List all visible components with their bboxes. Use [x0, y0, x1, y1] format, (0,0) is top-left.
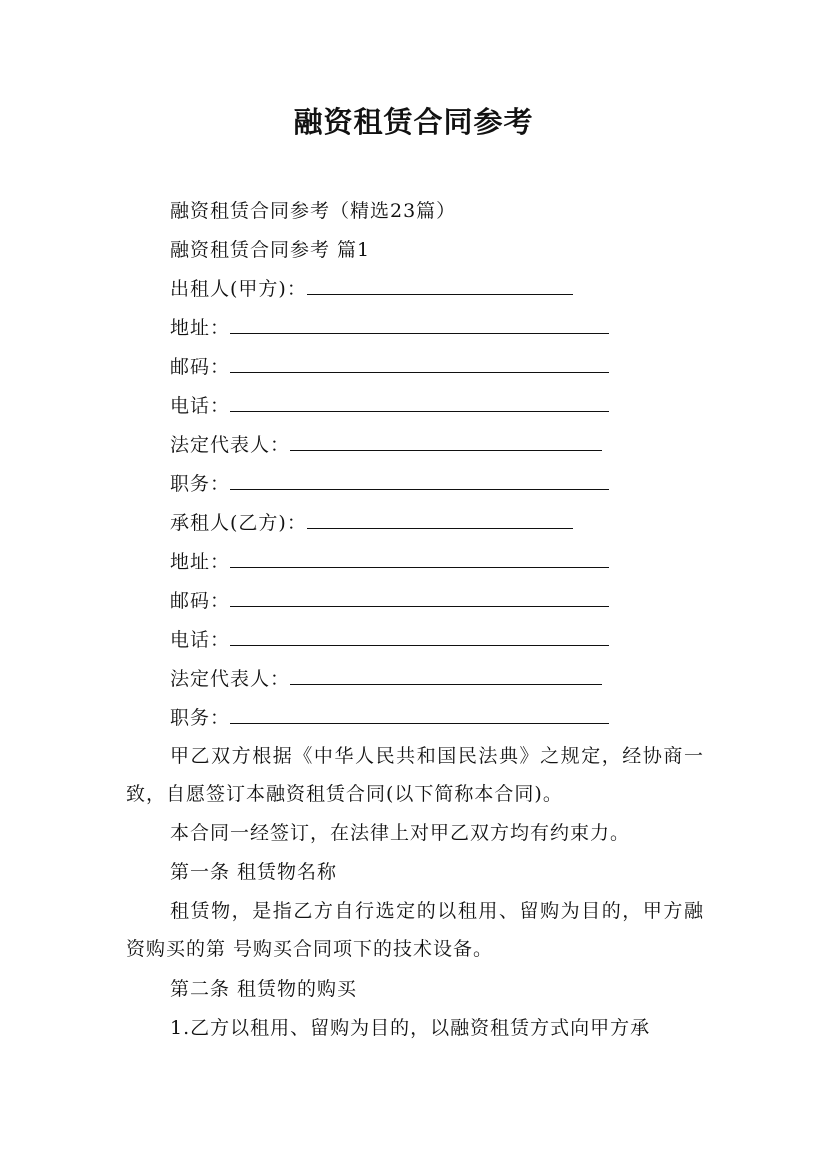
document-title: 融资租赁合同参考: [293, 105, 534, 139]
party-b-postcode-row: [170, 588, 609, 614]
document-subtitle: 融资租赁合同参考（精选23篇）: [170, 200, 457, 222]
party-b-address-label: 地址：: [170, 551, 231, 573]
section-heading: 融资租赁合同参考 篇1: [170, 239, 371, 261]
party-b-address-row: [170, 549, 609, 575]
party-a-row: [170, 276, 573, 302]
party-a-legal-rep-row: [170, 432, 602, 458]
party-b-position-label: 职务：: [170, 707, 231, 729]
party-a-postcode-blank: [230, 354, 609, 373]
article-1-text: 租赁物，是指乙方自行选定的以租用、留购为目的，甲方融资购买的第 号购买合同项下的技术设备。: [126, 900, 704, 960]
party-a-legal-rep-blank: [290, 432, 602, 451]
party-b-legal-rep-row: [170, 666, 602, 692]
binding-paragraph: 本合同一经签订，在法律上对甲乙双方均有约束力。: [170, 822, 631, 844]
party-a-postcode-row: [170, 354, 609, 380]
party-b-label: 承租人(乙方)：: [170, 512, 307, 534]
party-a-blank: [307, 276, 573, 295]
party-a-label: 出租人(甲方)：: [170, 278, 307, 300]
party-b-phone-blank: [230, 627, 609, 646]
intro-paragraph: 甲乙双方根据《中华人民共和国民法典》之规定，经协商一致，自愿签订本融资租赁合同(以下简称本合同)。: [126, 745, 704, 805]
party-b-phone-row: [170, 627, 609, 653]
party-b-legal-rep-label: 法定代表人：: [170, 668, 291, 690]
party-a-postcode-label: 邮码：: [170, 356, 231, 378]
party-a-legal-rep-label: 法定代表人：: [170, 434, 291, 456]
party-b-phone-label: 电话：: [170, 629, 231, 651]
party-a-position-blank: [230, 471, 609, 490]
party-a-phone-row: [170, 393, 609, 419]
party-b-position-blank: [230, 705, 609, 724]
party-a-address-blank: [230, 315, 609, 334]
article-2-item-1: 1.乙方以租用、留购为目的，以融资租赁方式向甲方承: [170, 1017, 651, 1039]
party-a-phone-label: 电话：: [170, 395, 231, 417]
party-b-position-row: [170, 705, 609, 731]
party-b-blank: [307, 510, 573, 529]
article-1-title: 第一条 租赁物名称: [170, 861, 338, 883]
party-a-phone-blank: [230, 393, 609, 412]
party-b-address-blank: [230, 549, 609, 568]
party-a-address-label: 地址：: [170, 317, 231, 339]
party-b-row: [170, 510, 573, 536]
party-b-legal-rep-blank: [290, 666, 602, 685]
party-a-position-row: [170, 471, 609, 497]
party-b-postcode-label: 邮码：: [170, 590, 231, 612]
party-b-postcode-blank: [230, 588, 609, 607]
article-2-title: 第二条 租赁物的购买: [170, 978, 358, 1000]
party-a-position-label: 职务：: [170, 473, 231, 495]
party-a-address-row: [170, 315, 609, 341]
